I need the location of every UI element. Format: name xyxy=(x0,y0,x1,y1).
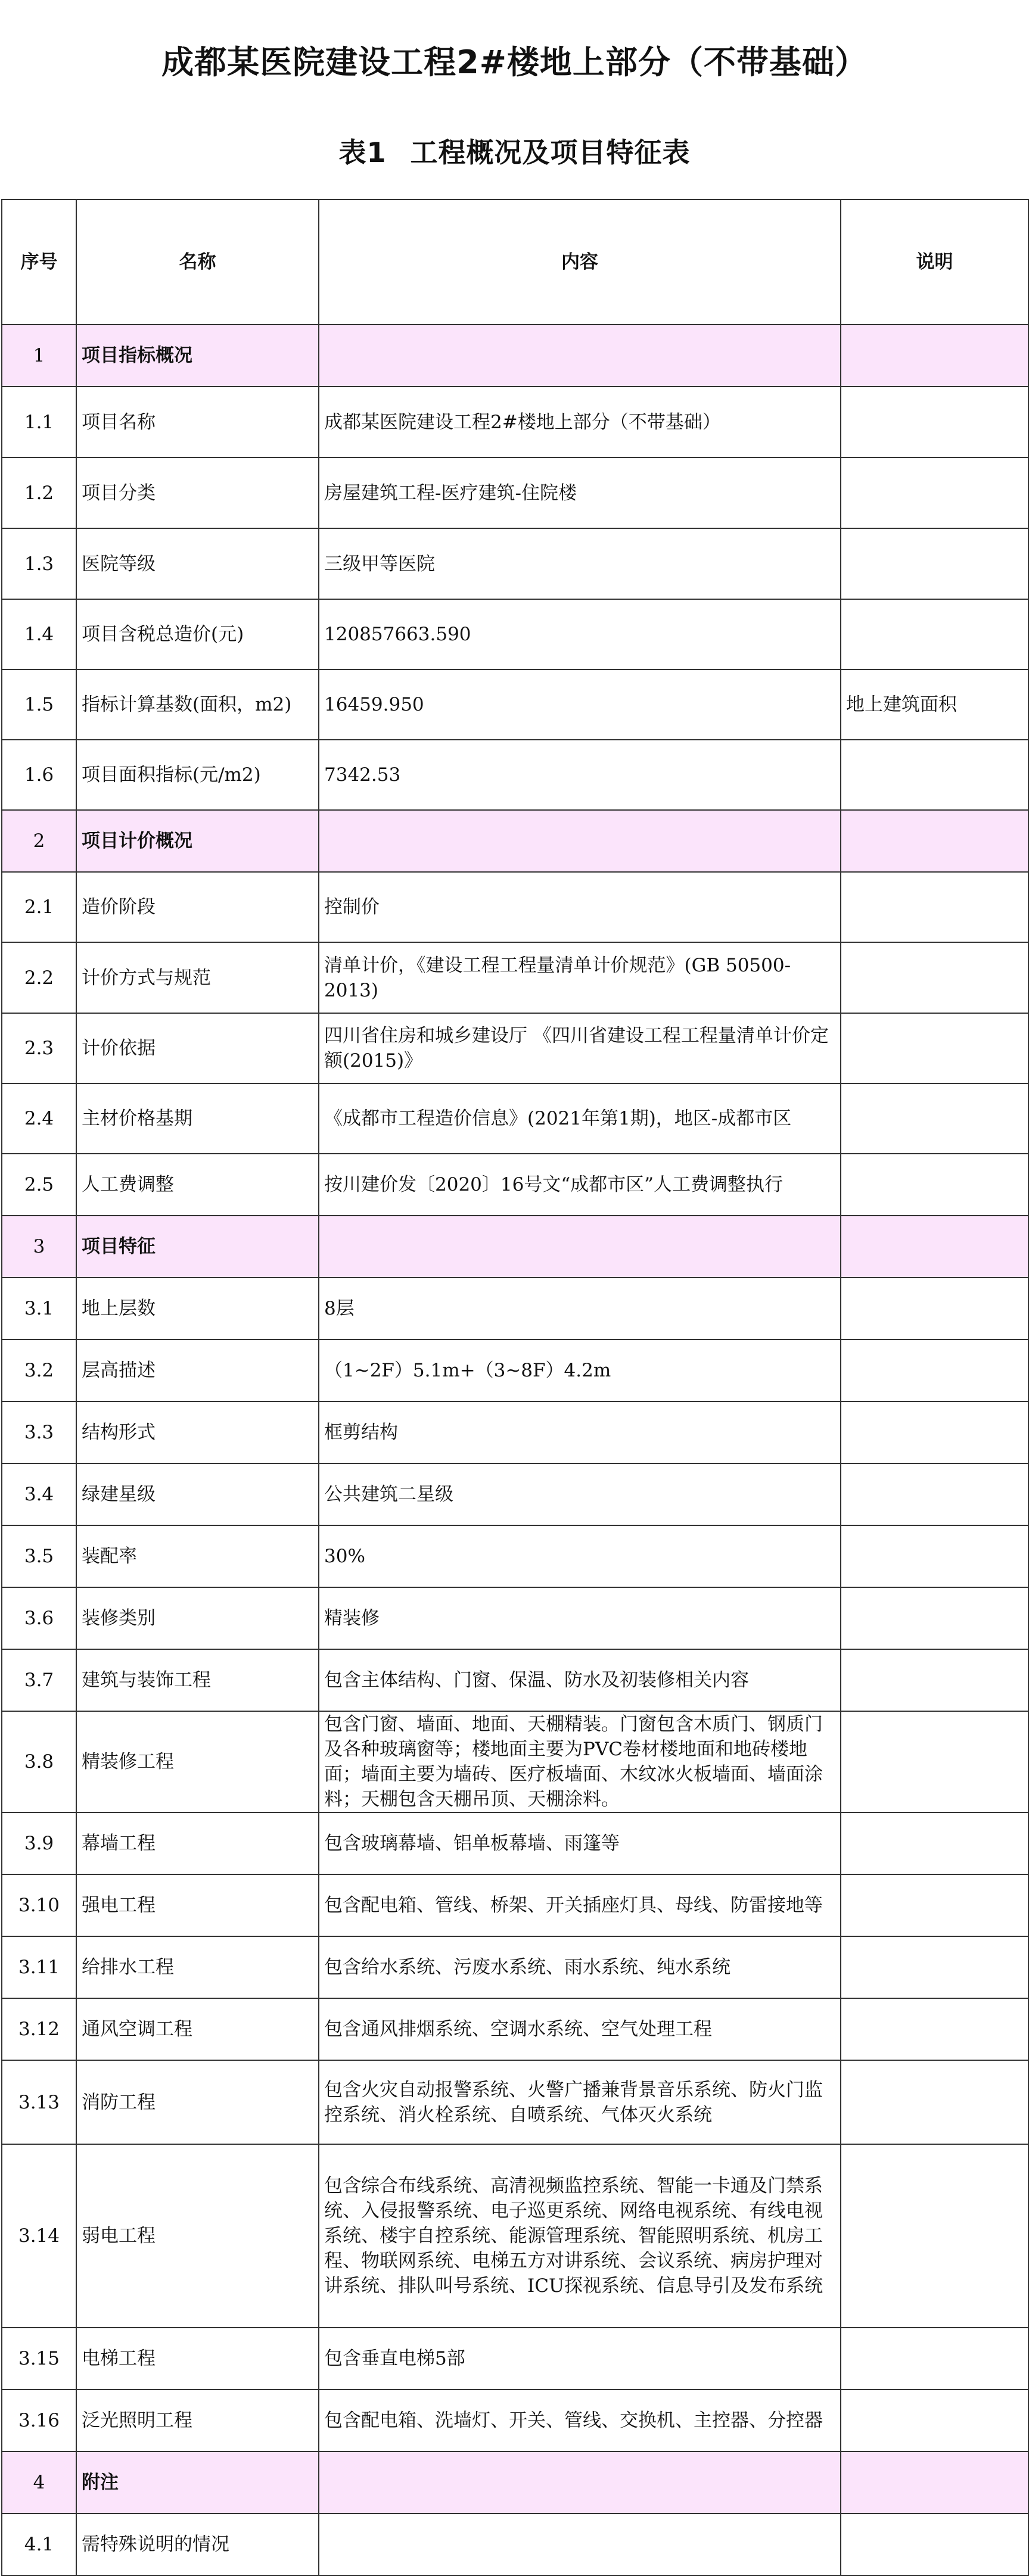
row-note xyxy=(841,457,1028,528)
row-note xyxy=(841,1216,1028,1278)
row-note xyxy=(841,1812,1028,1874)
header-name: 名称 xyxy=(76,200,319,325)
row-content: 精装修 xyxy=(319,1587,841,1649)
row-number: 3.5 xyxy=(2,1525,76,1587)
row-content: 框剪结构 xyxy=(319,1401,841,1463)
row-number: 1.1 xyxy=(2,387,76,457)
row-note xyxy=(841,1013,1028,1083)
row-note xyxy=(841,810,1028,872)
row-content: 8层 xyxy=(319,1278,841,1340)
row-name: 项目名称 xyxy=(76,387,319,457)
table-row xyxy=(2,1278,1028,1340)
table-row xyxy=(2,1013,1028,1083)
row-note xyxy=(841,2144,1028,2328)
row-name: 计价依据 xyxy=(76,1013,319,1083)
table-row xyxy=(2,1649,1028,1711)
row-name: 结构形式 xyxy=(76,1401,319,1463)
row-number: 2 xyxy=(2,810,76,872)
row-number: 3.1 xyxy=(2,1278,76,1340)
row-content: 按川建价发〔2020〕16号文“成都市区”人工费调整执行 xyxy=(319,1154,841,1216)
row-content: 清单计价，《建设工程工程量清单计价规范》(GB 50500-2013) xyxy=(319,942,841,1013)
row-number: 2.2 xyxy=(2,942,76,1013)
row-content xyxy=(319,810,841,872)
row-content: 《成都市工程造价信息》(2021年第1期)，地区-成都市区 xyxy=(319,1083,841,1154)
table-row xyxy=(2,1812,1028,1874)
row-number: 3.2 xyxy=(2,1340,76,1401)
row-content: 三级甲等医院 xyxy=(319,528,841,599)
row-number: 2.4 xyxy=(2,1083,76,1154)
row-name: 指标计算基数(面积，m2) xyxy=(76,669,319,740)
row-note: 地上建筑面积 xyxy=(841,669,1028,740)
row-note xyxy=(841,2390,1028,2452)
row-content xyxy=(319,2513,841,2575)
row-note xyxy=(841,1711,1028,1812)
table-header-row xyxy=(2,200,1028,325)
row-content: 四川省住房和城乡建设厅 《四川省建设工程工程量清单计价定额(2015)》 xyxy=(319,1013,841,1083)
section-row xyxy=(2,2452,1028,2513)
row-note xyxy=(841,325,1028,387)
row-number: 1.4 xyxy=(2,599,76,669)
row-number: 3.3 xyxy=(2,1401,76,1463)
table-row xyxy=(2,1401,1028,1463)
row-note xyxy=(841,1278,1028,1340)
row-name: 造价阶段 xyxy=(76,872,319,942)
section-row xyxy=(2,810,1028,872)
table-row xyxy=(2,1463,1028,1525)
table-row xyxy=(2,1936,1028,1998)
row-note xyxy=(841,1154,1028,1216)
row-note xyxy=(841,1649,1028,1711)
table-row xyxy=(2,1083,1028,1154)
row-name: 泛光照明工程 xyxy=(76,2390,319,2452)
table-number: 表1 xyxy=(338,136,387,169)
row-note xyxy=(841,1340,1028,1401)
row-content: 包含主体结构、门窗、保温、防水及初装修相关内容 xyxy=(319,1649,841,1711)
table-row xyxy=(2,1525,1028,1587)
table-row xyxy=(2,2513,1028,2575)
row-number: 2.3 xyxy=(2,1013,76,1083)
section-row xyxy=(2,325,1028,387)
row-name: 人工费调整 xyxy=(76,1154,319,1216)
row-name: 层高描述 xyxy=(76,1340,319,1401)
row-name: 医院等级 xyxy=(76,528,319,599)
row-content: 包含综合布线系统、高清视频监控系统、智能一卡通及门禁系统、入侵报警系统、电子巡更系统、网络电视系统、有线电视系统、楼宇自控系统、能源管理系统、智能照明系统、机房工程、物联网系统、电梯五方对讲系统、会议系统、病房护理对讲系统、排队叫号系统、ICU探视系统、信息导引及发布系统 xyxy=(319,2144,841,2328)
row-content: 包含配电箱、管线、桥架、开关插座灯具、母线、防雷接地等 xyxy=(319,1874,841,1936)
row-content: 包含火灾自动报警系统、火警广播兼背景音乐系统、防火门监控系统、消火栓系统、自喷系统、气体灭火系统 xyxy=(319,2060,841,2144)
table-row xyxy=(2,1874,1028,1936)
row-content: 房屋建筑工程-医疗建筑-住院楼 xyxy=(319,457,841,528)
row-number: 3.11 xyxy=(2,1936,76,1998)
row-note xyxy=(841,2328,1028,2390)
row-name: 项目特征 xyxy=(76,1216,319,1278)
table-body xyxy=(2,200,1028,2575)
row-note xyxy=(841,1083,1028,1154)
table-row xyxy=(2,740,1028,810)
row-content: 包含玻璃幕墙、铝单板幕墙、雨篷等 xyxy=(319,1812,841,1874)
row-number: 1.2 xyxy=(2,457,76,528)
table-row xyxy=(2,2390,1028,2452)
row-content: 成都某医院建设工程2#楼地上部分（不带基础） xyxy=(319,387,841,457)
row-note xyxy=(841,740,1028,810)
row-number: 3.6 xyxy=(2,1587,76,1649)
table-row xyxy=(2,1587,1028,1649)
row-note xyxy=(841,1998,1028,2060)
row-note xyxy=(841,1936,1028,1998)
row-name: 消防工程 xyxy=(76,2060,319,2144)
row-content: 包含给水系统、污废水系统、雨水系统、纯水系统 xyxy=(319,1936,841,1998)
row-name: 通风空调工程 xyxy=(76,1998,319,2060)
row-name: 给排水工程 xyxy=(76,1936,319,1998)
row-name: 需特殊说明的情况 xyxy=(76,2513,319,2575)
row-number: 3 xyxy=(2,1216,76,1278)
table-row xyxy=(2,942,1028,1013)
row-note xyxy=(841,1463,1028,1525)
row-content: 公共建筑二星级 xyxy=(319,1463,841,1525)
row-note xyxy=(841,599,1028,669)
row-note xyxy=(841,2452,1028,2513)
row-content: 7342.53 xyxy=(319,740,841,810)
row-content: 16459.950 xyxy=(319,669,841,740)
header-note: 说明 xyxy=(841,200,1028,325)
row-number: 1 xyxy=(2,325,76,387)
header-no: 序号 xyxy=(2,200,76,325)
row-number: 3.15 xyxy=(2,2328,76,2390)
table-row xyxy=(2,387,1028,457)
row-number: 3.12 xyxy=(2,1998,76,2060)
table-row xyxy=(2,599,1028,669)
row-name: 项目指标概况 xyxy=(76,325,319,387)
table-title xyxy=(0,131,1029,170)
table-row xyxy=(2,669,1028,740)
document-title: 成都某医院建设工程2#楼地上部分（不带基础） xyxy=(161,43,868,81)
row-note xyxy=(841,1401,1028,1463)
row-name: 装配率 xyxy=(76,1525,319,1587)
row-content xyxy=(319,2452,841,2513)
table-row xyxy=(2,1340,1028,1401)
row-number: 1.6 xyxy=(2,740,76,810)
table-row xyxy=(2,872,1028,942)
row-name: 幕墙工程 xyxy=(76,1812,319,1874)
row-name: 绿建星级 xyxy=(76,1463,319,1525)
table-row xyxy=(2,2144,1028,2328)
row-note xyxy=(841,1874,1028,1936)
row-number: 1.5 xyxy=(2,669,76,740)
row-name: 强电工程 xyxy=(76,1874,319,1936)
row-number: 2.1 xyxy=(2,872,76,942)
row-name: 电梯工程 xyxy=(76,2328,319,2390)
row-content: 30% xyxy=(319,1525,841,1587)
table-row xyxy=(2,2328,1028,2390)
section-row xyxy=(2,1216,1028,1278)
row-number: 1.3 xyxy=(2,528,76,599)
row-name: 主材价格基期 xyxy=(76,1083,319,1154)
row-number: 3.14 xyxy=(2,2144,76,2328)
row-name: 项目计价概况 xyxy=(76,810,319,872)
row-note xyxy=(841,1525,1028,1587)
row-name: 精装修工程 xyxy=(76,1711,319,1812)
row-content xyxy=(319,325,841,387)
project-feature-table xyxy=(1,199,1029,2576)
row-content: 包含通风排烟系统、空调水系统、空气处理工程 xyxy=(319,1998,841,2060)
table-row xyxy=(2,1998,1028,2060)
table-row xyxy=(2,1711,1028,1812)
row-number: 3.10 xyxy=(2,1874,76,1936)
row-number: 4.1 xyxy=(2,2513,76,2575)
row-content: 包含垂直电梯5部 xyxy=(319,2328,841,2390)
table-title-text: 工程概况及项目特征表 xyxy=(410,136,691,169)
row-number: 3.16 xyxy=(2,2390,76,2452)
row-note xyxy=(841,387,1028,457)
row-number: 3.4 xyxy=(2,1463,76,1525)
row-note xyxy=(841,872,1028,942)
row-note xyxy=(841,942,1028,1013)
row-note xyxy=(841,528,1028,599)
row-content: 包含配电箱、洗墙灯、开关、管线、交换机、主控器、分控器 xyxy=(319,2390,841,2452)
row-number: 3.8 xyxy=(2,1711,76,1812)
row-name: 项目分类 xyxy=(76,457,319,528)
table-row xyxy=(2,2060,1028,2144)
row-name: 计价方式与规范 xyxy=(76,942,319,1013)
row-name: 项目面积指标(元/m2) xyxy=(76,740,319,810)
row-content: 120857663.590 xyxy=(319,599,841,669)
row-name: 建筑与装饰工程 xyxy=(76,1649,319,1711)
table-row xyxy=(2,457,1028,528)
row-name: 附注 xyxy=(76,2452,319,2513)
row-number: 2.5 xyxy=(2,1154,76,1216)
row-number: 3.7 xyxy=(2,1649,76,1711)
row-content: 包含门窗、墙面、地面、天棚精装。门窗包含木质门、钢质门及各种玻璃窗等；楼地面主要为PVC卷材楼地面和地砖楼地面；墙面主要为墙砖、医疗板墙面、木纹冰火板墙面、墙面涂料；天棚包含天棚吊顶、天棚涂料。 xyxy=(319,1711,841,1812)
header-content: 内容 xyxy=(319,200,841,325)
row-note xyxy=(841,1587,1028,1649)
row-name: 弱电工程 xyxy=(76,2144,319,2328)
row-name: 地上层数 xyxy=(76,1278,319,1340)
row-note xyxy=(841,2060,1028,2144)
row-content: （1~2F）5.1m+（3~8F）4.2m xyxy=(319,1340,841,1401)
row-name: 项目含税总造价(元) xyxy=(76,599,319,669)
table-row xyxy=(2,528,1028,599)
row-content xyxy=(319,1216,841,1278)
row-note xyxy=(841,2513,1028,2575)
row-number: 3.13 xyxy=(2,2060,76,2144)
row-number: 3.9 xyxy=(2,1812,76,1874)
row-name: 装修类别 xyxy=(76,1587,319,1649)
row-number: 4 xyxy=(2,2452,76,2513)
table-row xyxy=(2,1154,1028,1216)
row-content: 控制价 xyxy=(319,872,841,942)
